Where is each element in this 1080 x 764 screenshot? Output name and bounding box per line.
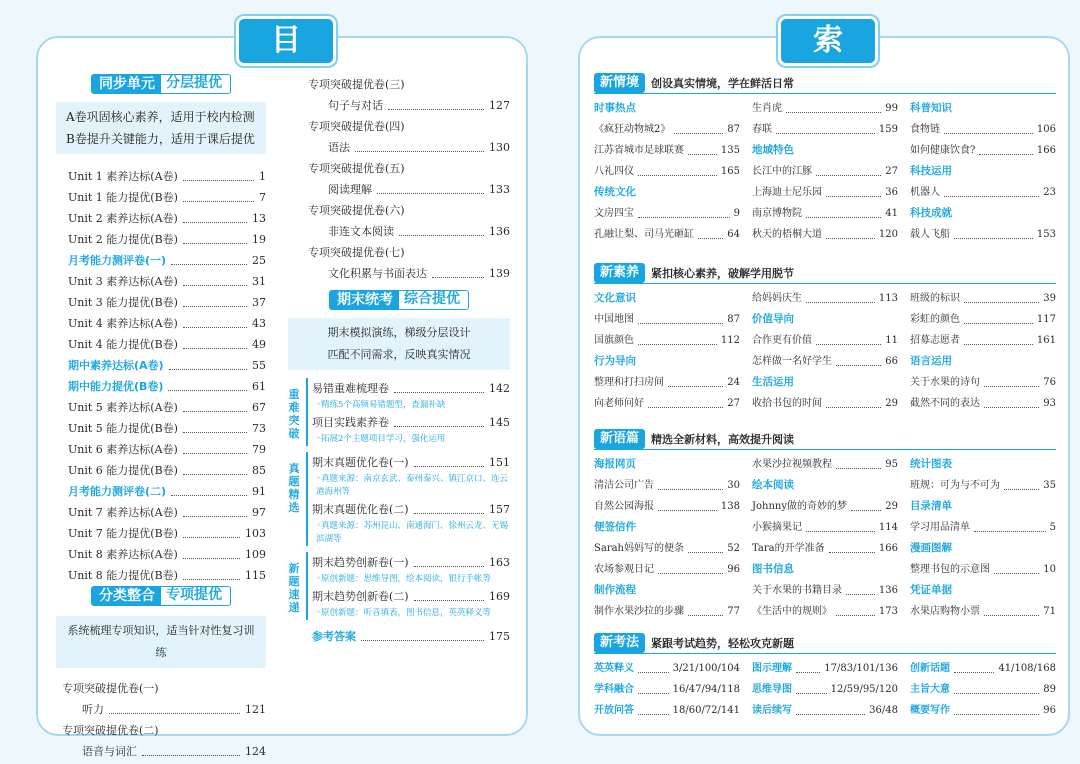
index-category: 时事热点 [594,102,636,114]
index-column [910,658,1056,721]
index-column [752,658,898,721]
index-section [594,428,1056,622]
toc-entry[interactable] [68,481,266,502]
toc-entry-page: 97 [252,506,266,519]
toc-entry-page: 133 [489,183,510,196]
index-entry[interactable]: 清洁公司广告 30 [594,475,740,496]
index-entry[interactable]: 合作更有价值 11 [752,330,898,351]
index-entry[interactable]: 班规：可为与不可为 35 [910,475,1056,496]
final-entry-note: ◦原创新题：听音填表，图书信息，英英释义等 [316,608,492,618]
index-column [594,658,740,721]
index-section-tag: 新考法 [594,633,645,653]
index-category: 科普知识 [910,102,952,114]
special-entry-title: 专项突破提优卷(七) [308,246,405,259]
index-section-tag: 新素养 [594,263,645,283]
final-entry-note: ◦原创新题：思维导图，绘本阅读，银行手帐等 [316,574,492,584]
index-category: 价值导向 [752,313,794,325]
index-entry[interactable]: 制作水果沙拉的步骤 77 [594,601,740,622]
index-entry[interactable]: Sarah妈妈写的便条 52 [594,538,740,559]
sync-list [56,166,266,586]
final-group [288,452,510,546]
index-category: 行为导向 [594,355,636,367]
index-entry[interactable]: 彩虹的颜色 117 [910,309,1056,330]
final-groups [288,378,510,620]
toc-column-1 [56,74,266,762]
special-entry[interactable] [308,242,510,284]
index-entry[interactable]: 水果沙拉视频教程 95 [752,454,898,475]
index-entry[interactable]: 关于水果的书籍目录 136 [752,580,898,601]
index-exam-entry[interactable]: 开放问答 18/60/72/141 [594,700,740,721]
toc-entry-page: 121 [245,703,266,716]
toc-entry[interactable] [312,499,510,520]
index-column [910,98,1056,245]
toc-entry[interactable] [68,355,266,376]
toc-entry-page: 67 [252,401,266,414]
toc-entry-page: 1 [259,170,266,183]
index-category: 地域特色 [752,144,794,156]
toc-entry-page: 157 [489,503,510,516]
toc-entry-title: Unit 7 素养达标(A卷) [68,506,178,519]
index-column [594,288,740,414]
toc-entry[interactable] [68,418,266,439]
index-entry[interactable]: 怎样做一名好学生 66 [752,351,898,372]
index-entry[interactable]: 江苏省城市足球联赛 135 [594,140,740,161]
toc-entry-title: Unit 5 能力提优(B卷) [68,422,178,435]
index-exam-entry[interactable]: 英英释义 3/21/100/104 [594,658,740,679]
toc-entry[interactable] [68,166,266,187]
special-entry-title: 专项突破提优卷(四) [308,120,405,133]
toc-entry[interactable] [308,137,510,158]
special-entry[interactable] [308,74,510,116]
final-entry-note: ◦精练5个高频易错题型，查漏补缺 [316,400,446,410]
toc-entry-page: 31 [252,275,266,288]
toc-entry-page: 79 [252,443,266,456]
toc-entry-page: 13 [252,212,266,225]
toc-entry[interactable] [312,586,510,607]
toc-entry-title: Unit 2 素养达标(A卷) [68,212,178,225]
toc-entry-title: Unit 4 素养达标(A卷) [68,317,178,330]
index-section-tag: 新情境 [594,73,645,93]
index-category: 科技成就 [910,207,952,219]
index-column [910,454,1056,622]
toc-entry-title: 句子与对话 [328,99,383,112]
index-category: 生活运用 [752,376,794,388]
toc-entry[interactable] [68,334,266,355]
index-category: 语言运用 [910,355,952,367]
toc-entry-page: 115 [245,569,266,582]
index-entry[interactable]: 文房四宝 9 [594,203,740,224]
index-column [752,98,898,245]
toc-entry-title: Unit 1 素养达标(A卷) [68,170,178,183]
index-entry[interactable]: 小猴摘果记 114 [752,517,898,538]
toc-entry[interactable] [68,292,266,313]
toc-entry[interactable] [68,271,266,292]
index-entry[interactable]: 向老师问好 27 [594,393,740,414]
toc-entry-page: 55 [252,359,266,372]
toc-entry-page: 91 [252,485,266,498]
toc-entry[interactable] [68,208,266,229]
toc-title: 目录 [236,16,336,66]
index-entry[interactable]: 食物链 106 [910,119,1056,140]
index-entry[interactable]: 机器人 23 [910,182,1056,203]
index-category: 制作流程 [594,584,636,596]
toc-entry[interactable] [68,502,266,523]
special-entry[interactable] [308,116,510,158]
toc-entry[interactable] [312,378,510,399]
toc-entry[interactable] [308,95,510,116]
toc-entry-page: 109 [245,548,266,561]
index-section-header [594,428,1056,450]
toc-entry-title: 文化积累与书面表达 [328,267,427,280]
toc-entry[interactable] [68,376,266,397]
index-section [594,262,1056,414]
index-column [594,98,740,245]
index-entry[interactable]: 长江中的江豚 27 [752,161,898,182]
index-entry[interactable]: 关于水果的诗句 76 [910,372,1056,393]
toc-entry-title: 期中能力提优(B卷) [68,380,164,393]
index-title: 索引 [778,16,878,66]
toc-entry-title: Unit 2 能力提优(B卷) [68,233,178,246]
toc-entry-title: Unit 8 素养达标(A卷) [68,548,178,561]
index-exam-entry[interactable]: 创新话题 41/108/168 [910,658,1056,679]
index-entry[interactable]: 整理和打扫房间 24 [594,372,740,393]
toc-entry-title: Unit 5 素养达标(A卷) [68,401,178,414]
toc-entry-title: Unit 1 能力提优(B卷) [68,191,178,204]
index-entry[interactable]: 招募志愿者 161 [910,330,1056,351]
toc-entry-page: 142 [489,382,510,395]
toc-entry[interactable] [68,187,266,208]
final-entry-note: ◦拓展2个主题项目学习，强化运用 [316,434,446,444]
index-entry[interactable]: 上海迪士尼乐园 36 [752,182,898,203]
final-entry-note: ◦真题来源：苏州昆山、南通海门、徐州云龙、无锡滨湖等 [316,521,509,544]
special-entry-title: 专项突破提优卷(三) [308,78,405,91]
toc-entry-title: Unit 7 能力提优(B卷) [68,527,178,540]
index-entry[interactable]: 《生活中的规则》 173 [752,601,898,622]
toc-entry[interactable] [68,397,266,418]
toc-entry-page: 124 [245,745,266,758]
index-exam-entry[interactable]: 学科融合 16/47/94/118 [594,679,740,700]
toc-entry[interactable] [62,699,266,720]
toc-entry-page: 127 [489,99,510,112]
toc-entry[interactable] [62,741,266,762]
toc-entry[interactable] [312,552,510,573]
toc-entry-page: 19 [252,233,266,246]
toc-entry-page: 43 [252,317,266,330]
index-section [594,632,1056,721]
toc-entry-page: 7 [259,191,266,204]
special-entry-title: 专项突破提优卷(五) [308,162,405,175]
final-group-divider [306,552,308,620]
index-category: 目录清单 [910,500,952,512]
special-entry-title: 专项突破提优卷(六) [308,204,405,217]
toc-entry-page: 169 [489,590,510,603]
index-section-desc: 创设真实情境，学在鲜活日常 [651,76,795,90]
index-section-header [594,72,1056,94]
special-entry-title: 专项突破提优卷(二) [62,724,159,737]
toc-entry-title: 语音与词汇 [82,745,137,758]
toc-entry-title: Unit 6 素养达标(A卷) [68,443,178,456]
toc-entry-page: 37 [252,296,266,309]
index-entry[interactable]: 截然不同的表达 93 [910,393,1056,414]
toc-entry-page: 103 [245,527,266,540]
index-entry[interactable]: 农场参观日记 96 [594,559,740,580]
toc-entry[interactable] [312,452,510,473]
toc-entry[interactable] [68,439,266,460]
index-entry[interactable]: 如何健康饮食? 166 [910,140,1056,161]
toc-entry-page: 136 [489,225,510,238]
final-group-divider [306,378,308,446]
toc-entry-page: 49 [252,338,266,351]
toc-entry-page: 130 [489,141,510,154]
toc-entry-title: 期末真题优化卷(二) [312,503,409,516]
toc-entry-title: Unit 3 能力提优(B卷) [68,296,178,309]
final-group-label: 新题速递 [288,562,300,614]
index-entry[interactable]: 载人飞船 153 [910,224,1056,245]
special-entry[interactable] [308,200,510,242]
index-category: 凭证单据 [910,584,952,596]
toc-entry-title: 易错重难梳理卷 [312,382,389,395]
index-entry[interactable]: 春联 159 [752,119,898,140]
final-group-label: 重难突破 [288,388,300,440]
index-entry[interactable]: 整理书包的示意图 10 [910,559,1056,580]
toc-entry-title: 语法 [328,141,350,154]
toc-entry-title: 期末趋势创新卷(一) [312,556,409,569]
final-group [288,378,510,446]
toc-entry-title: 阅读理解 [328,183,372,196]
toc-entry-page: 163 [489,556,510,569]
final-entry-note: ◦真题来源：南京玄武、泰州泰兴、镇江京口、连云港海州等 [316,474,509,497]
index-section-desc: 紧扣核心素养，破解学用脱节 [651,266,795,280]
index-entry[interactable]: 秋天的梧桐大道 120 [752,224,898,245]
toc-entry-page: 61 [252,380,266,393]
index-column [752,454,898,622]
final-section-header: 期末统考 综合提优 [329,290,469,310]
toc-entry-title: Unit 3 素养达标(A卷) [68,275,178,288]
toc-entry[interactable] [68,544,266,565]
toc-entry[interactable] [68,460,266,481]
index-exam-entry[interactable]: 思维导图 12/59/95/120 [752,679,898,700]
index-category: 绘本阅读 [752,479,794,491]
index-column [910,288,1056,414]
index-entry[interactable]: Johnny做的奇妙的梦 29 [752,496,898,517]
toc-entry-title: 月考能力测评卷(二) [68,485,167,498]
toc-entry[interactable] [68,523,266,544]
index-section [594,72,1056,245]
index-entry[interactable]: 生肖虎 99 [752,98,898,119]
index-entry[interactable]: 给妈妈庆生 113 [752,288,898,309]
toc-entry-page: 73 [252,422,266,435]
toc-entry-title: 非连文本阅读 [328,225,394,238]
toc-entry[interactable] [308,263,510,284]
toc-entry-title: 期末真题优化卷(一) [312,456,409,469]
toc-entry[interactable] [308,179,510,200]
toc-entry-page: 85 [252,464,266,477]
toc-entry-page: 139 [489,267,510,280]
index-column [752,288,898,414]
index-entry[interactable]: 自然公园海报 138 [594,496,740,517]
index-entry[interactable]: 八礼四仪 165 [594,161,740,182]
toc-entry-title: Unit 6 能力提优(B卷) [68,464,178,477]
index-entry[interactable]: Tara的开学准备 166 [752,538,898,559]
index-category: 海报网页 [594,458,636,470]
special-section-header: 分类整合 专项提优 [91,586,231,606]
index-column [594,454,740,622]
toc-entry-title: 月考能力测评卷(一) [68,254,167,267]
toc-entry-title: 听力 [82,703,104,716]
index-category: 图书信息 [752,563,794,575]
final-description: 期末模拟演练，梯级分层设计 匹配不同需求，反映真实情况 [288,318,510,370]
special-entry[interactable] [308,158,510,200]
index-section-desc: 精选全新材料，高效提升阅读 [651,432,795,446]
toc-entry[interactable] [312,412,510,433]
special-entry[interactable] [62,678,266,720]
special-entry[interactable] [62,720,266,762]
index-section-desc: 紧跟考试趋势，轻松攻克新题 [651,636,795,650]
toc-entry-title: 期中素养达标(A卷) [68,359,164,372]
index-category: 文化意识 [594,292,636,304]
index-entry[interactable]: 收拾书包的时间 29 [752,393,898,414]
index-entry[interactable]: 《疯狂动物城2》 87 [594,119,740,140]
index-entry[interactable]: 学习用品清单 5 [910,517,1056,538]
index-entry[interactable]: 班级的标识 39 [910,288,1056,309]
toc-entry[interactable] [68,250,266,271]
toc-column-2 [288,74,510,647]
index-entry[interactable]: 孔融让梨、司马光砸缸 64 [594,224,740,245]
index-category: 统计图表 [910,458,952,470]
toc-entry[interactable] [68,313,266,334]
index-section-header [594,262,1056,284]
index-exam-entry[interactable]: 读后续写 36/48 [752,700,898,721]
index-entry[interactable]: 南京博物院 41 [752,203,898,224]
special-list-continued [288,74,510,284]
toc-entry-title: 期末趋势创新卷(二) [312,590,409,603]
index-entry[interactable]: 中国地图 87 [594,309,740,330]
toc-entry[interactable] [68,229,266,250]
toc-entry[interactable] [68,565,266,586]
index-entry[interactable]: 国旗颜色 112 [594,330,740,351]
toc-entry-page: 25 [252,254,266,267]
sync-section-header: 同步单元 分层提优 [91,74,231,94]
final-group-label: 真题精选 [288,462,300,514]
special-entry-title: 专项突破提优卷(一) [62,682,159,695]
final-group-divider [306,452,308,546]
toc-entry-title: Unit 4 能力提优(B卷) [68,338,178,351]
index-section-header [594,632,1056,654]
toc-entry-page: 145 [489,416,510,429]
toc-entry[interactable] [308,221,510,242]
toc-entry-title: Unit 8 能力提优(B卷) [68,569,178,582]
index-exam-entry[interactable]: 主旨大意 89 [910,679,1056,700]
index-entry[interactable]: 水果店购物小票 71 [910,601,1056,622]
index-exam-entry[interactable]: 概要写作 96 [910,700,1056,721]
toc-entry-title: 项目实践素养卷 [312,416,389,429]
index-section-tag: 新语篇 [594,429,645,449]
answers-entry[interactable]: 参考答案 175 [288,626,510,647]
special-description: 系统梳理专项知识，适当针对性复习训练 [56,616,266,668]
toc-entry-page: 151 [489,456,510,469]
final-group [288,552,510,620]
index-category: 科技运用 [910,165,952,177]
index-category: 传统文化 [594,186,636,198]
index-category: 漫画图解 [910,542,952,554]
index-exam-entry[interactable]: 图示理解 17/83/101/136 [752,658,898,679]
index-category: 便签信件 [594,521,636,533]
sync-description: A卷巩固核心素养，适用于校内检测 B卷提升关键能力，适用于课后提优 [56,102,266,154]
special-list [56,678,266,762]
